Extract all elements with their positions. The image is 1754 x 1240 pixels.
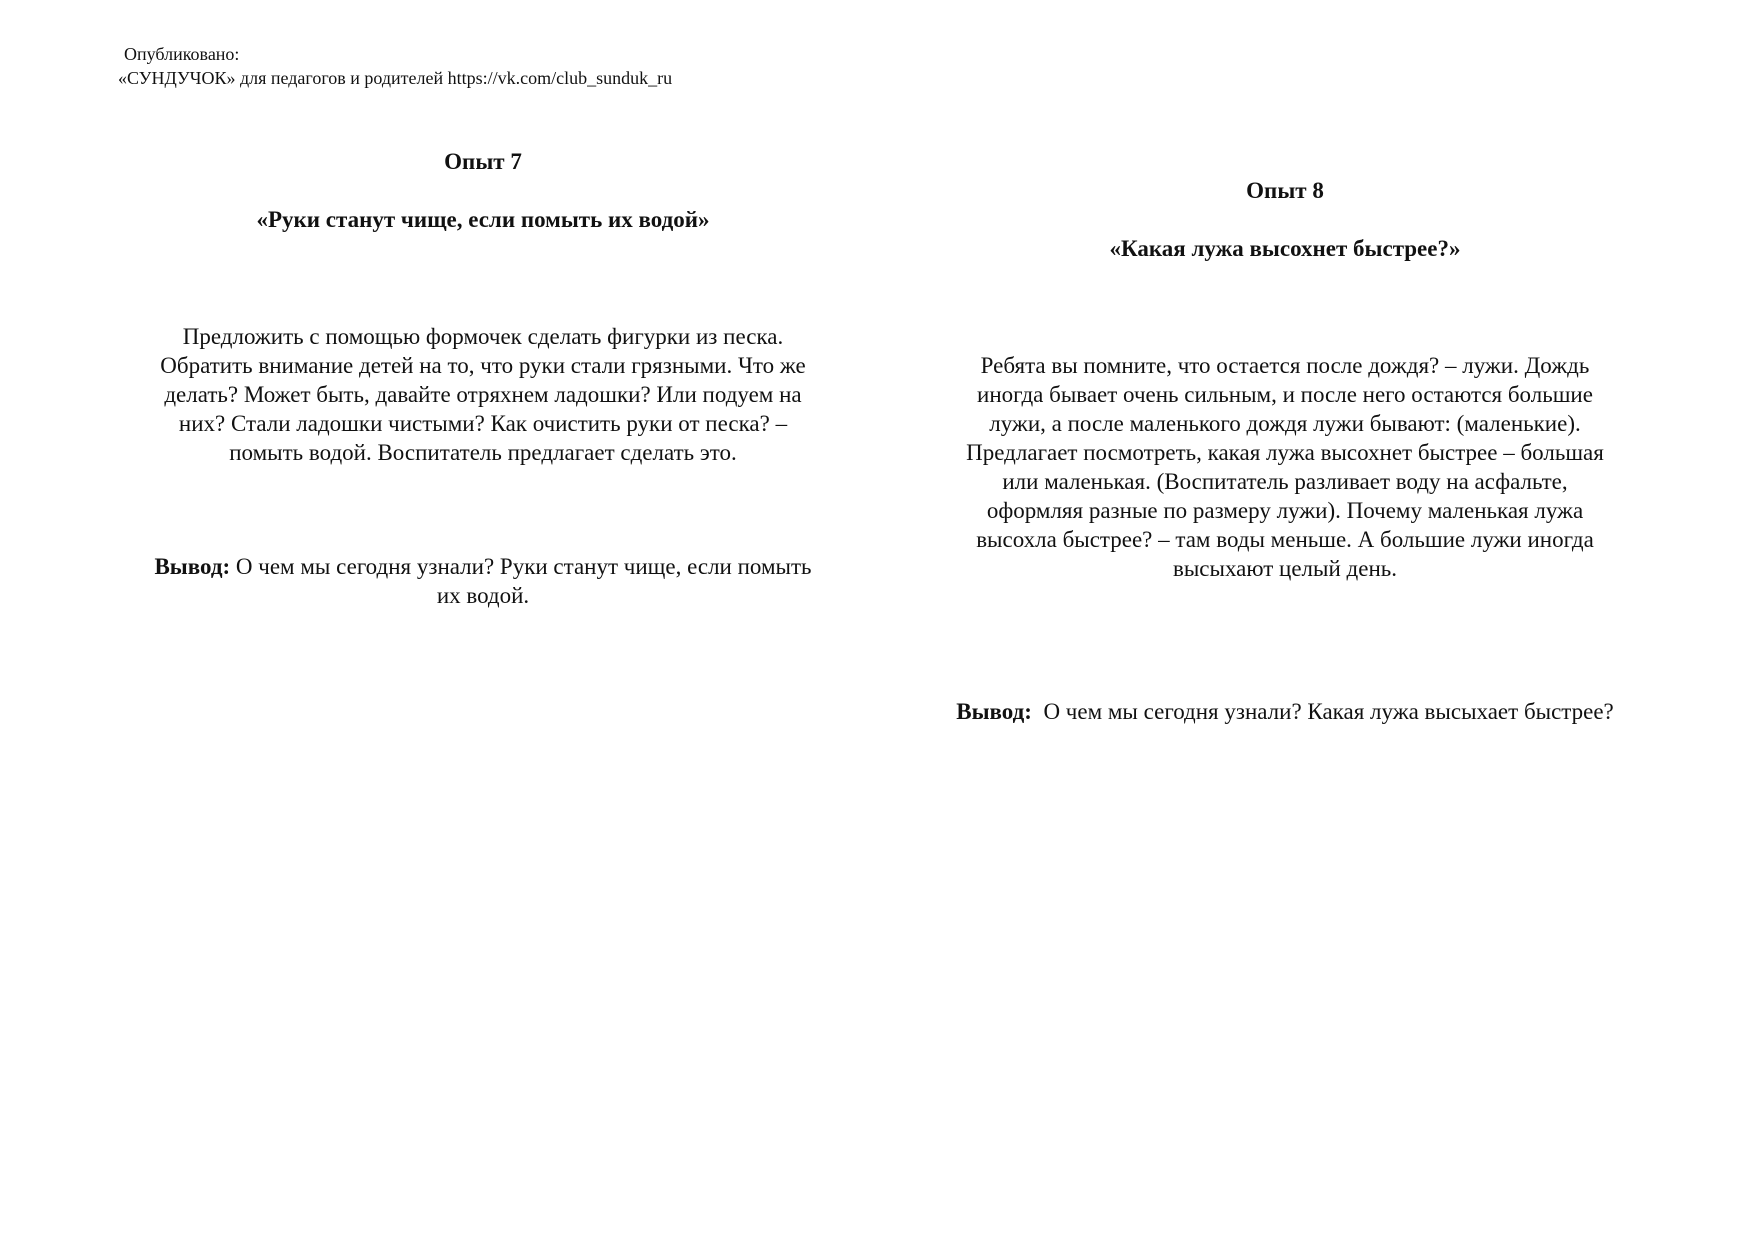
body-line: делать? Может быть, давайте отряхнем ладошки? Или подуем на [164, 382, 802, 407]
conclusion-text: О чем мы сегодня узнали? Руки станут чище, если помыть [235, 554, 812, 579]
experiment-8-title: Опыт 8 [1246, 178, 1324, 203]
body-line: Предлагает посмотреть, какая лужа высохнет быстрее – большая [966, 440, 1604, 465]
body-line: высыхают целый день. [1172, 556, 1398, 581]
experiment-8-subtitle: «Какая лужа высохнет быстрее?» [1109, 236, 1461, 261]
body-line: Ребята вы помните, что остается после дождя? – лужи. Дождь [980, 353, 1590, 378]
conclusion-text-continued: их водой. [436, 583, 530, 608]
body-line: или маленькая. (Воспитатель разливает воду на асфальте, [1002, 469, 1568, 494]
body-line: оформляя разные по размеру лужи). Почему маленькая лужа [986, 498, 1584, 523]
body-line: Обратить внимание детей на то, что руки стали грязными. Что же [160, 353, 806, 378]
body-line: высохла быстрее? – там воды меньше. А большие лужи иногда [976, 527, 1594, 552]
body-line: лужи, а после маленького дождя лужи бывают: (маленькие). [989, 411, 1581, 436]
experiment-7-title: Опыт 7 [444, 149, 522, 174]
experiment-7-body [118, 322, 848, 467]
experiment-7-subtitle: «Руки станут чище, если помыть их водой» [256, 207, 710, 232]
source-credit: «СУНДУЧОК» для педагогов и родителей https://vk.com/club_sunduk_ru [118, 68, 673, 88]
experiment-8-conclusion [920, 697, 1650, 726]
experiment-7-conclusion [118, 552, 848, 610]
body-line: Предложить с помощью формочек сделать фигурки из песка. [182, 324, 784, 349]
experiment-8 [920, 0, 1650, 1240]
conclusion-text: О чем мы сегодня узнали? Какая лужа высыхает быстрее? [1043, 699, 1614, 724]
body-line: иногда бывает очень сильным, и после него остаются большие [977, 382, 1593, 407]
conclusion-label: Вывод: [956, 699, 1032, 724]
published-label: Опубликовано: [124, 44, 240, 64]
body-line: них? Стали ладошки чистыми? Как очистить руки от песка? – [178, 411, 788, 436]
conclusion-label: Вывод: [154, 554, 231, 579]
experiment-8-body [920, 351, 1650, 583]
body-line: помыть водой. Воспитатель предлагает сделать это. [229, 440, 737, 465]
experiment-7 [118, 0, 848, 1240]
